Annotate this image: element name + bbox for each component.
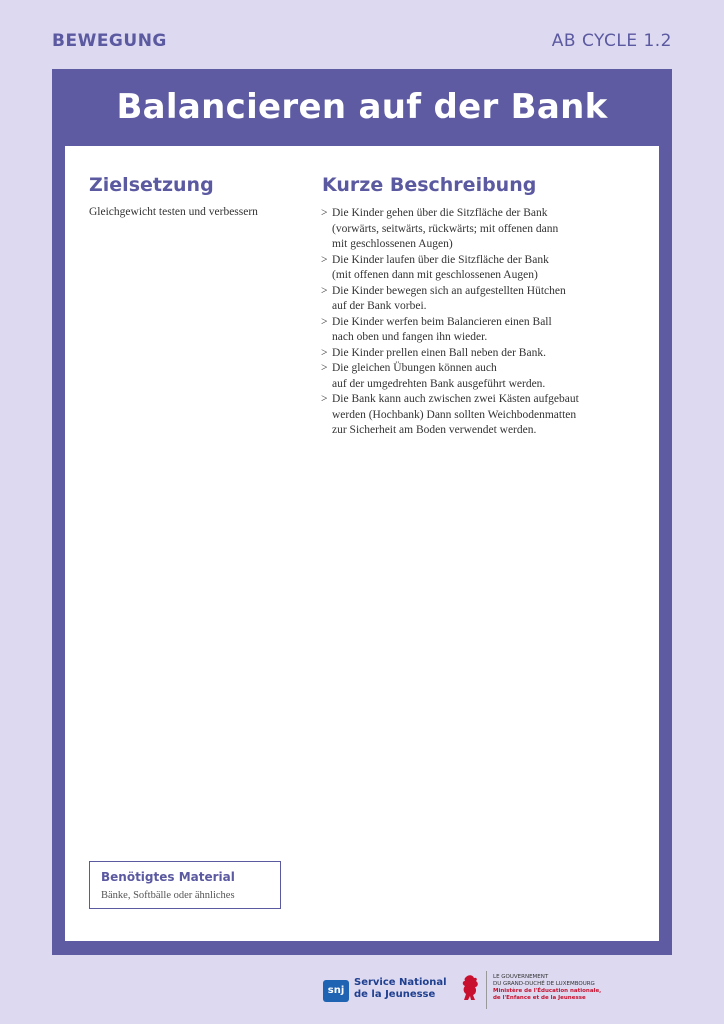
content-panel [65, 146, 659, 941]
snj-line: Service National [354, 977, 447, 988]
card-frame [52, 69, 672, 955]
description-list [321, 206, 641, 439]
goal-text: Gleichgewicht testen und verbessern [89, 206, 258, 218]
snj-line: de la Jeunesse [354, 989, 436, 1000]
cycle-label: AB CYCLE 1.2 [551, 31, 672, 51]
material-box [89, 861, 281, 909]
list-item [321, 346, 641, 362]
lux-line: DU GRAND-DUCHÉ DE LUXEMBOURG [493, 981, 595, 987]
list-item-line: auf der Bank vorbei. [332, 300, 427, 312]
list-item [321, 315, 641, 346]
list-item-line: werden (Hochbank) Dann sollten Weichbodenmatten [332, 408, 577, 421]
list-item-line: (vorwärts, seitwärts, rückwärts; mit offenen dann [332, 222, 559, 235]
list-item [321, 361, 641, 392]
government-name [493, 974, 673, 1002]
list-item-line: mit geschlossenen Augen) [332, 238, 453, 250]
material-heading: Benötigtes Material [101, 870, 235, 884]
list-item-line: nach oben und fangen ihn wieder. [332, 331, 488, 343]
list-item [321, 392, 641, 439]
list-item-line: > Die Kinder prellen einen Ball neben der Bank. [332, 346, 546, 359]
red-lion-icon [460, 973, 482, 1003]
snj-logo-icon: snj [323, 980, 349, 1002]
list-item-line: > Die Kinder gehen über die Sitzfläche der Bank [332, 207, 548, 219]
material-text: Bänke, Softbälle oder ähnliches [101, 890, 235, 901]
list-item [321, 284, 641, 315]
snj-name [354, 977, 464, 1001]
list-item-line: > Die Bank kann auch zwischen zwei Kästen aufgebaut [332, 393, 579, 405]
list-item [321, 206, 641, 253]
list-item [321, 253, 641, 284]
logo-divider [486, 971, 487, 1009]
list-item-line: (mit offenen dann mit geschlossenen Augen) [332, 269, 538, 281]
goal-heading: Zielsetzung [89, 174, 214, 196]
list-item-line: zur Sicherheit am Boden verwendet werden. [332, 424, 537, 436]
description-heading: Kurze Beschreibung [322, 174, 537, 196]
page-title: Balancieren auf der Bank [116, 87, 608, 127]
list-item-line: > Die Kinder laufen über die Sitzfläche der Bank [332, 253, 549, 266]
lux-ministry-line: de l'Enfance et de la Jeunesse [493, 995, 586, 1001]
list-item-line: > Die Kinder bewegen sich an aufgestellten Hütchen [332, 284, 566, 297]
category-label: BEWEGUNG [52, 31, 167, 51]
list-item-line: > Die gleichen Übungen können auch [332, 362, 497, 374]
lux-line: LE GOUVERNEMENT [493, 974, 549, 980]
list-item-line: > Die Kinder werfen beim Balancieren einen Ball [332, 315, 552, 328]
lux-ministry-line: Ministère de l'Éducation nationale, [493, 988, 602, 994]
list-item-line: auf der umgedrehten Bank ausgeführt werden. [332, 377, 546, 390]
